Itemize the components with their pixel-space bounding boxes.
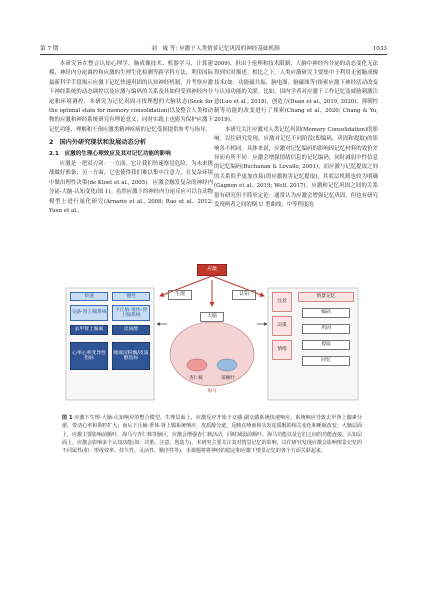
prefrontal-label: 前额叶 <box>221 375 235 381</box>
issue-number: 第 7 期 <box>40 46 59 52</box>
heart-rate-indicator: 心率心率变异性指标 <box>70 342 108 370</box>
recall-node: 回忆 <box>302 356 350 366</box>
saliva-cortisol-indicator: 唾液淀粉酶/皮质醇指标 <box>112 342 150 370</box>
hippocampus-label: 海马 <box>207 388 217 394</box>
amygdala-label: 杏仁核 <box>189 375 203 381</box>
retrieval-node: 提取 <box>302 340 350 350</box>
slow-label: 慢性 <box>112 292 150 301</box>
consolidation-node: 巩固 <box>302 324 350 334</box>
encoding-node: 编码 <box>302 308 350 318</box>
section-heading: 2 国内外研究现状和发展动态分析 <box>49 139 147 147</box>
fast-label: 快速 <box>70 292 108 301</box>
figure-caption-label: 图 1 <box>62 415 73 421</box>
hpa-axis: 下丘脑-垂体-肾上腺系统 <box>112 305 150 321</box>
paragraph: 本研究旨在整合认知心理学、脑成像技术、机器学习、计算建模、神经内分泌调控和应激的生理生化检测等跨学科方法，利用国际最新科学手段揭示应激下记忆快速巩固的认知神经机制，并考察应激下神经系统的动态调控以及应激与编码的关系及其如何受到神经内分泌和环境调控。本研究为记忆巩固寻找理想的大脑状态(Seek for the optimal state for memory consolidation)以及整合人类和动物的应激和神经系统研究有理论意义；同时实践上也能为保护应激下记忆功能、理解和干预应激类精神疾病的记忆受损提供参考与指导。 <box>49 61 213 133</box>
left-column <box>49 60 213 217</box>
brain-node: 大脑 <box>200 312 224 322</box>
subsection-heading: 2.1 应激的生理心理效应及其对记忆功能的影响 <box>49 150 171 157</box>
article-running-title: 刘 威 等: 应激下人类情景记忆巩固的神经基础机制 <box>151 46 280 52</box>
physiology-node: 生理 <box>168 290 192 300</box>
page-number: 1033 <box>372 46 387 52</box>
attention-node: 注意 <box>272 292 292 312</box>
paragraph: 2009)，但由于伦理和技术限制，人脑中神经内分泌的动态变化无法得到实时描述。相比之下，人类应激研究主要集中于利用无创脑成像技术(如：功能磁共振、脑电图、脑磁图等)探索应激下神经活动改变与认知功能的关联。比如，国内学者对应激下工作记忆及威胁刺激注意(Luo et al., 2018)、创造力(Duan et al., 2019, 2020)、抑制控制等功能的改变进行了探索(Chang et al., 2020; Chang & Yu, 2019)。 <box>214 61 379 124</box>
paragraph: 本研究关注应激对人类记忆巩固(Memory Consolidation)的影响。以往研究发现，应激对记忆不同阶段(即编码、巩固和提取)的影响各不相同。具体来说，应激对记忆编码的影响因记忆材料的效价差异而有所不同：应激会增强情绪信息的记忆编码，同时减弱中性信息的记忆编码(Buchanan & Lovallo, 2001)，而应激与记忆提取之间的关系似乎更加直接(即应激损害记忆提取)，其底层机制也较为明确(Gagnon et al., 2019; Wolf, 2017)。应激和记忆巩固之间的关系很有研究但不简单定论：通常认为应激会增强记忆巩固，但也有研究发现两者之间的倒 U 型曲线；中等程度的 <box>214 126 378 209</box>
figure-1-diagram <box>62 262 362 404</box>
figure-caption-text: 应激下生理-大脑-认知响应的整合模型。生理层面上，应激反应开始于交感-副交感系统快速响应，系统响应导致去甲肾上腺素分泌，带动心率和鼻腔扩大；而后下丘脑-垂体-肾上腺系统响应，皮质醇分泌，反映在唾液和头发皮质醇的相关变化和睡眠改变；大脑层面上，应激主要影响前额叶、海马与杏仁核等脑区，应激会增强杏仁核活动，同时减弱前额叶、海马功能以及它们之间的功能连接。认知层面上，应激会影响多个认知功能(如：决策、注意、创造力)。本研究主要关注其对情景记忆的影响，以往研究发现应激会影响情景记忆的不同属性(如：形成效率、持久性、灵活性、顺序性等)，本课题将将神经的稳定和应激下情景记忆的各个方面关联起来。 <box>62 415 363 455</box>
stress-node: 应激 <box>197 264 227 276</box>
cortisol: 皮质醇 <box>112 325 150 335</box>
noradrenaline: 去甲肾上腺素 <box>70 325 108 335</box>
emotion-node: 情绪 <box>272 340 292 360</box>
sympathetic-system: 交感-肾上腺系统 <box>70 305 108 321</box>
episodic-memory-node: 情景记忆 <box>298 292 354 302</box>
decision-node: 决策 <box>272 316 292 336</box>
running-header <box>40 40 387 55</box>
right-column <box>214 60 378 211</box>
figure-caption <box>62 414 362 455</box>
paragraph: 应激是一把双刃剑：一方面，它让我们快速察觉危险，为未来挑战做好准备；另一方面，它也使得我们难以集中注意力，在复杂环境中做出理性决策(de Kloet et al., 2005)。应激会触发复杂的神经内分泌-大脑-认知变化(图 1)。虽然应激下的神经内分泌反应可以在动物模型上进行量化研究(Arnario et al., 2008; Rao et al., 2012; Yuen et al., <box>49 161 213 215</box>
cognition-node: 认知 <box>232 290 256 300</box>
